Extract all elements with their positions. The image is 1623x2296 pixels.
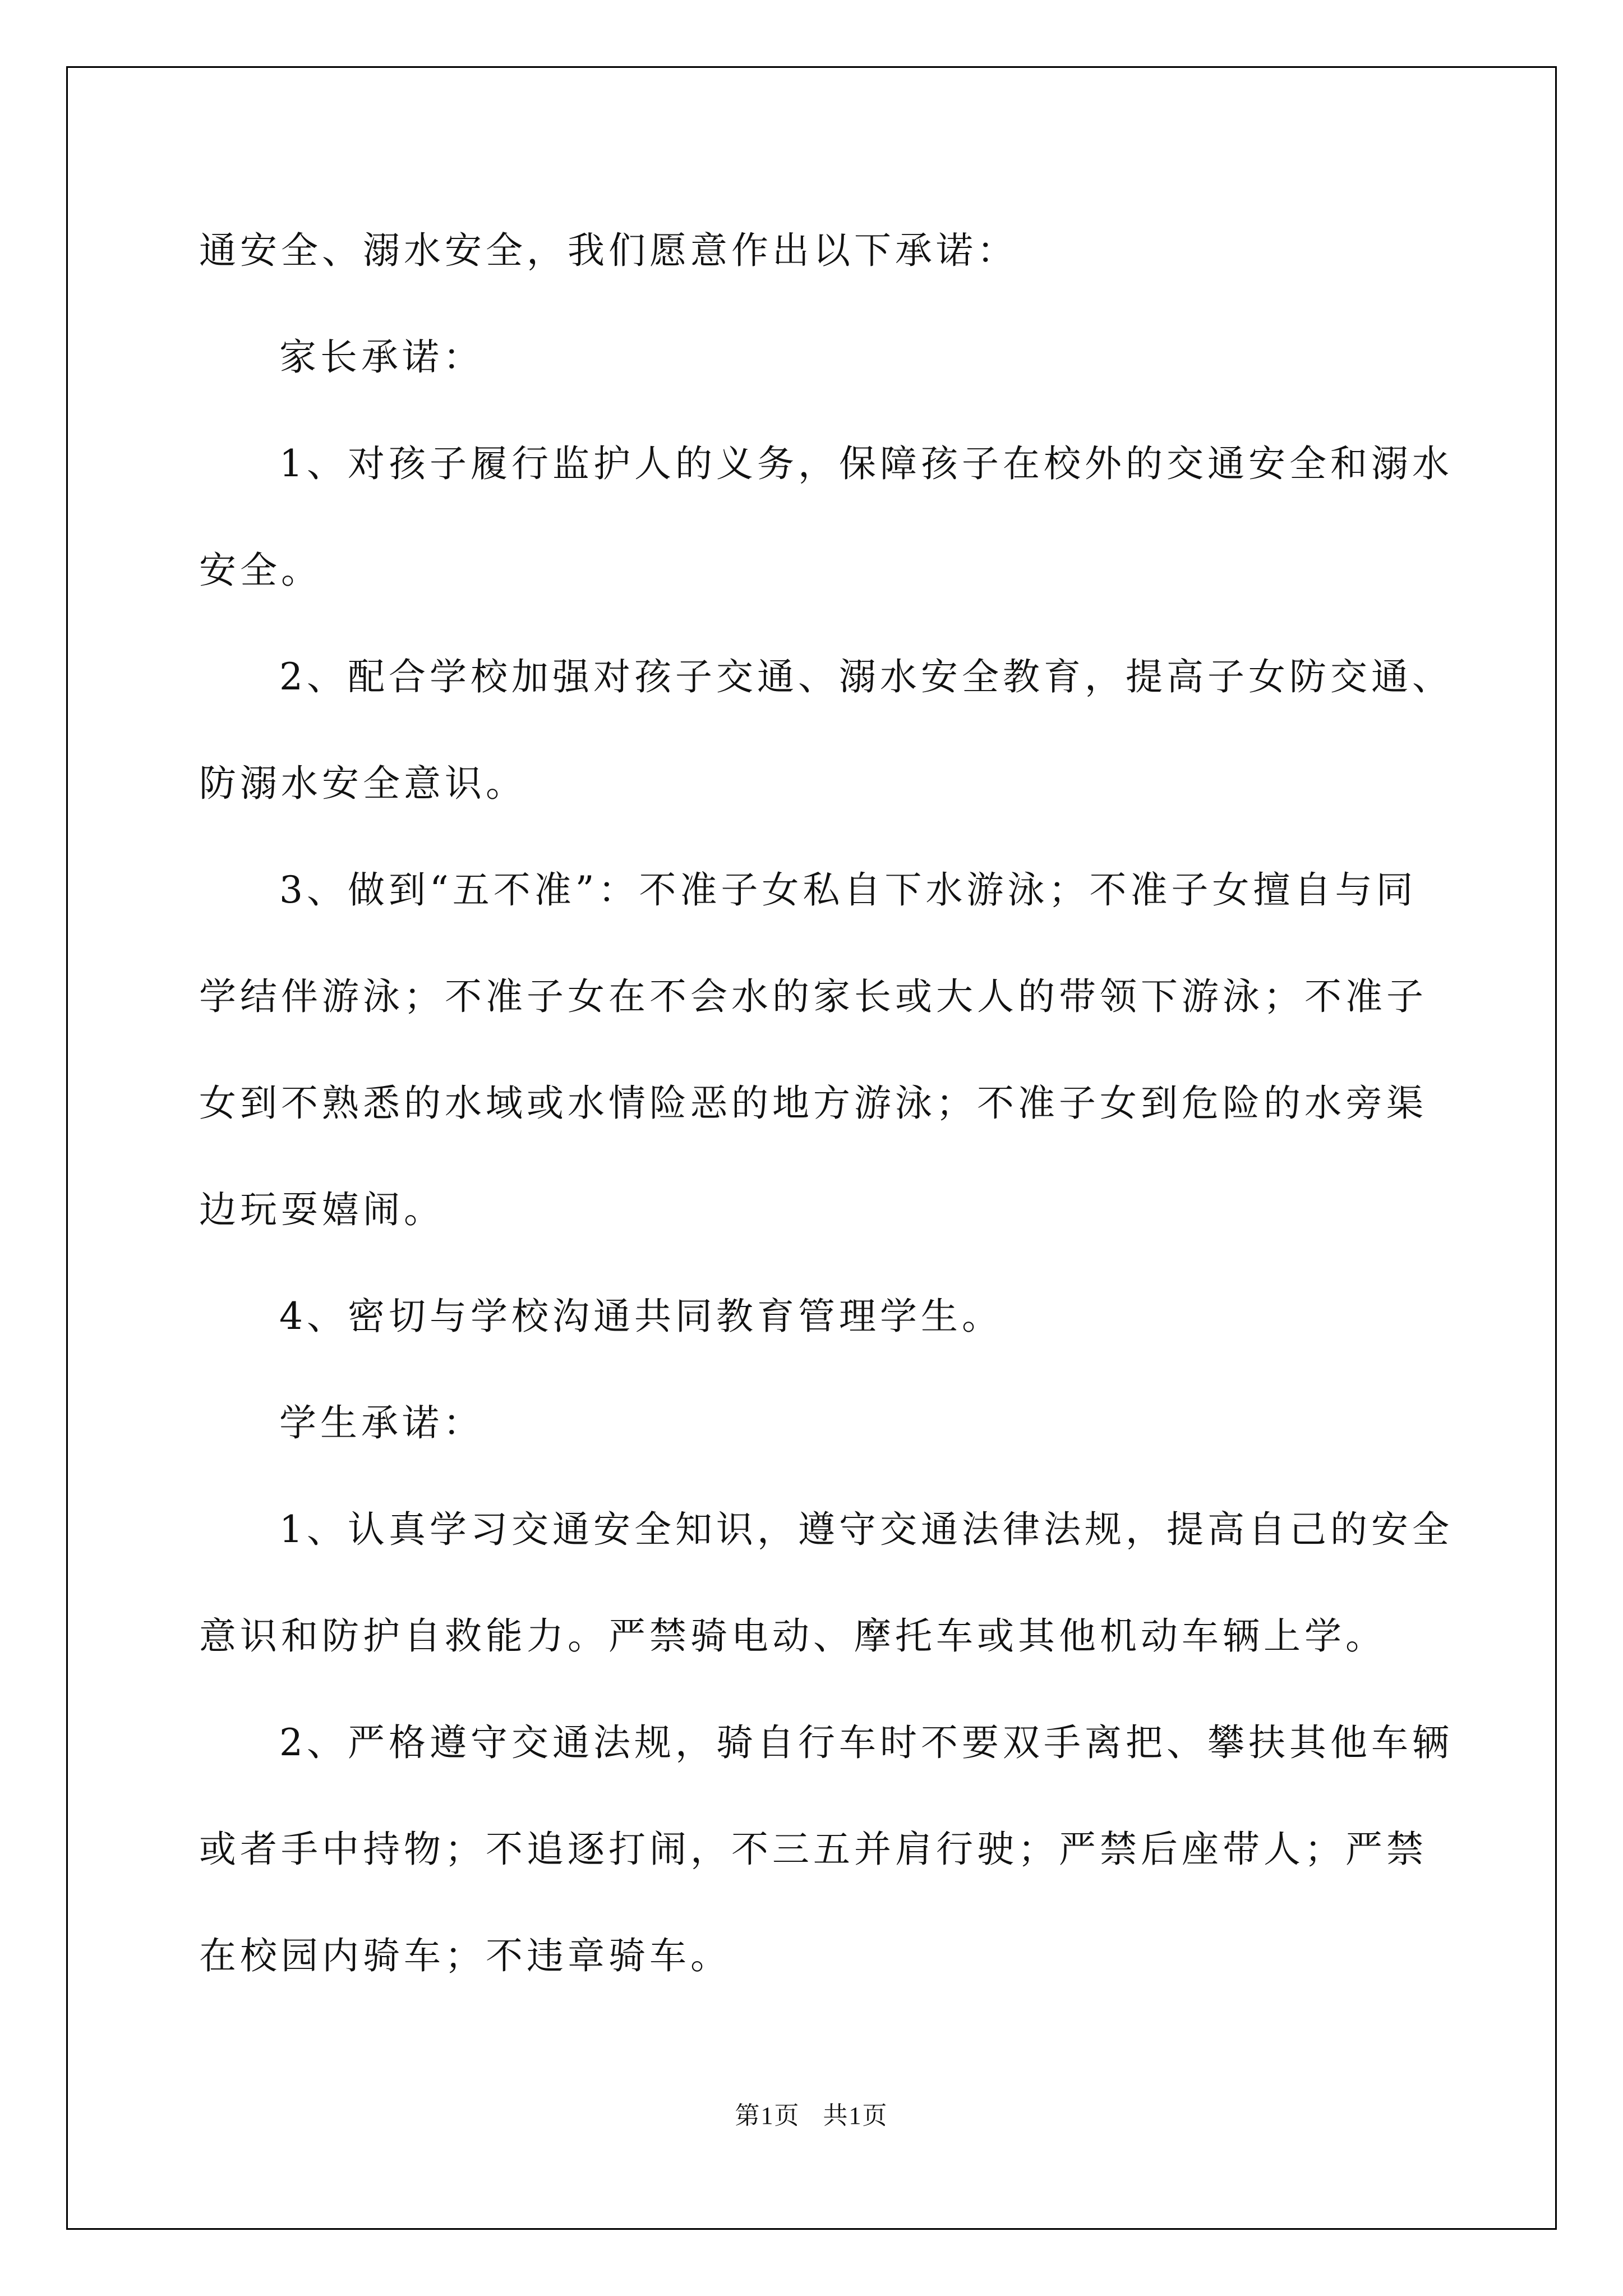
text-line: 1、认真学习交通安全知识，遵守交通法律法规，提高自己的安全 (279, 1508, 1453, 1551)
text-line: 2、配合学校加强对孩子交通、溺水安全教育，提高子女防交通、 (279, 655, 1453, 698)
page-border (66, 66, 1557, 2230)
section-heading-student: 学生承诺： (279, 1401, 484, 1444)
text-line: 通安全、溺水安全，我们愿意作出以下承诺： (199, 229, 1018, 272)
text-line: 边玩耍嬉闹。 (199, 1188, 445, 1231)
page-number: 第1页 (735, 2102, 800, 2129)
text-line: 在校园内骑车；不违章骑车。 (199, 1934, 731, 1977)
page-total: 共1页 (823, 2102, 888, 2129)
text-line: 4、密切与学校沟通共同教育管理学生。 (279, 1295, 1003, 1338)
text-line: 或者手中持物；不追逐打闹，不三五并肩行驶；严禁后座带人；严禁 (199, 1828, 1427, 1871)
text-line: 2、严格遵守交通法规，骑自行车时不要双手离把、攀扶其他车辆 (279, 1721, 1453, 1764)
text-line: 3、做到“五不准”：不准子女私自下水游泳；不准子女擅自与同 (279, 868, 1417, 912)
text-line: 女到不熟悉的水域或水情险恶的地方游泳；不准子女到危险的水旁渠 (199, 1082, 1427, 1125)
text-line: 1、对孩子履行监护人的义务，保障孩子在校外的交通安全和溺水 (279, 442, 1453, 485)
text-line: 意识和防护自救能力。严禁骑电动、摩托车或其他机动车辆上学。 (199, 1614, 1386, 1658)
text-line: 防溺水安全意识。 (199, 762, 527, 805)
section-heading-parent: 家长承诺： (279, 335, 484, 379)
text-line: 学结伴游泳；不准子女在不会水的家长或大人的带领下游泳；不准子 (199, 975, 1427, 1018)
page-footer (0, 2099, 1623, 2133)
text-line: 安全。 (199, 549, 322, 592)
